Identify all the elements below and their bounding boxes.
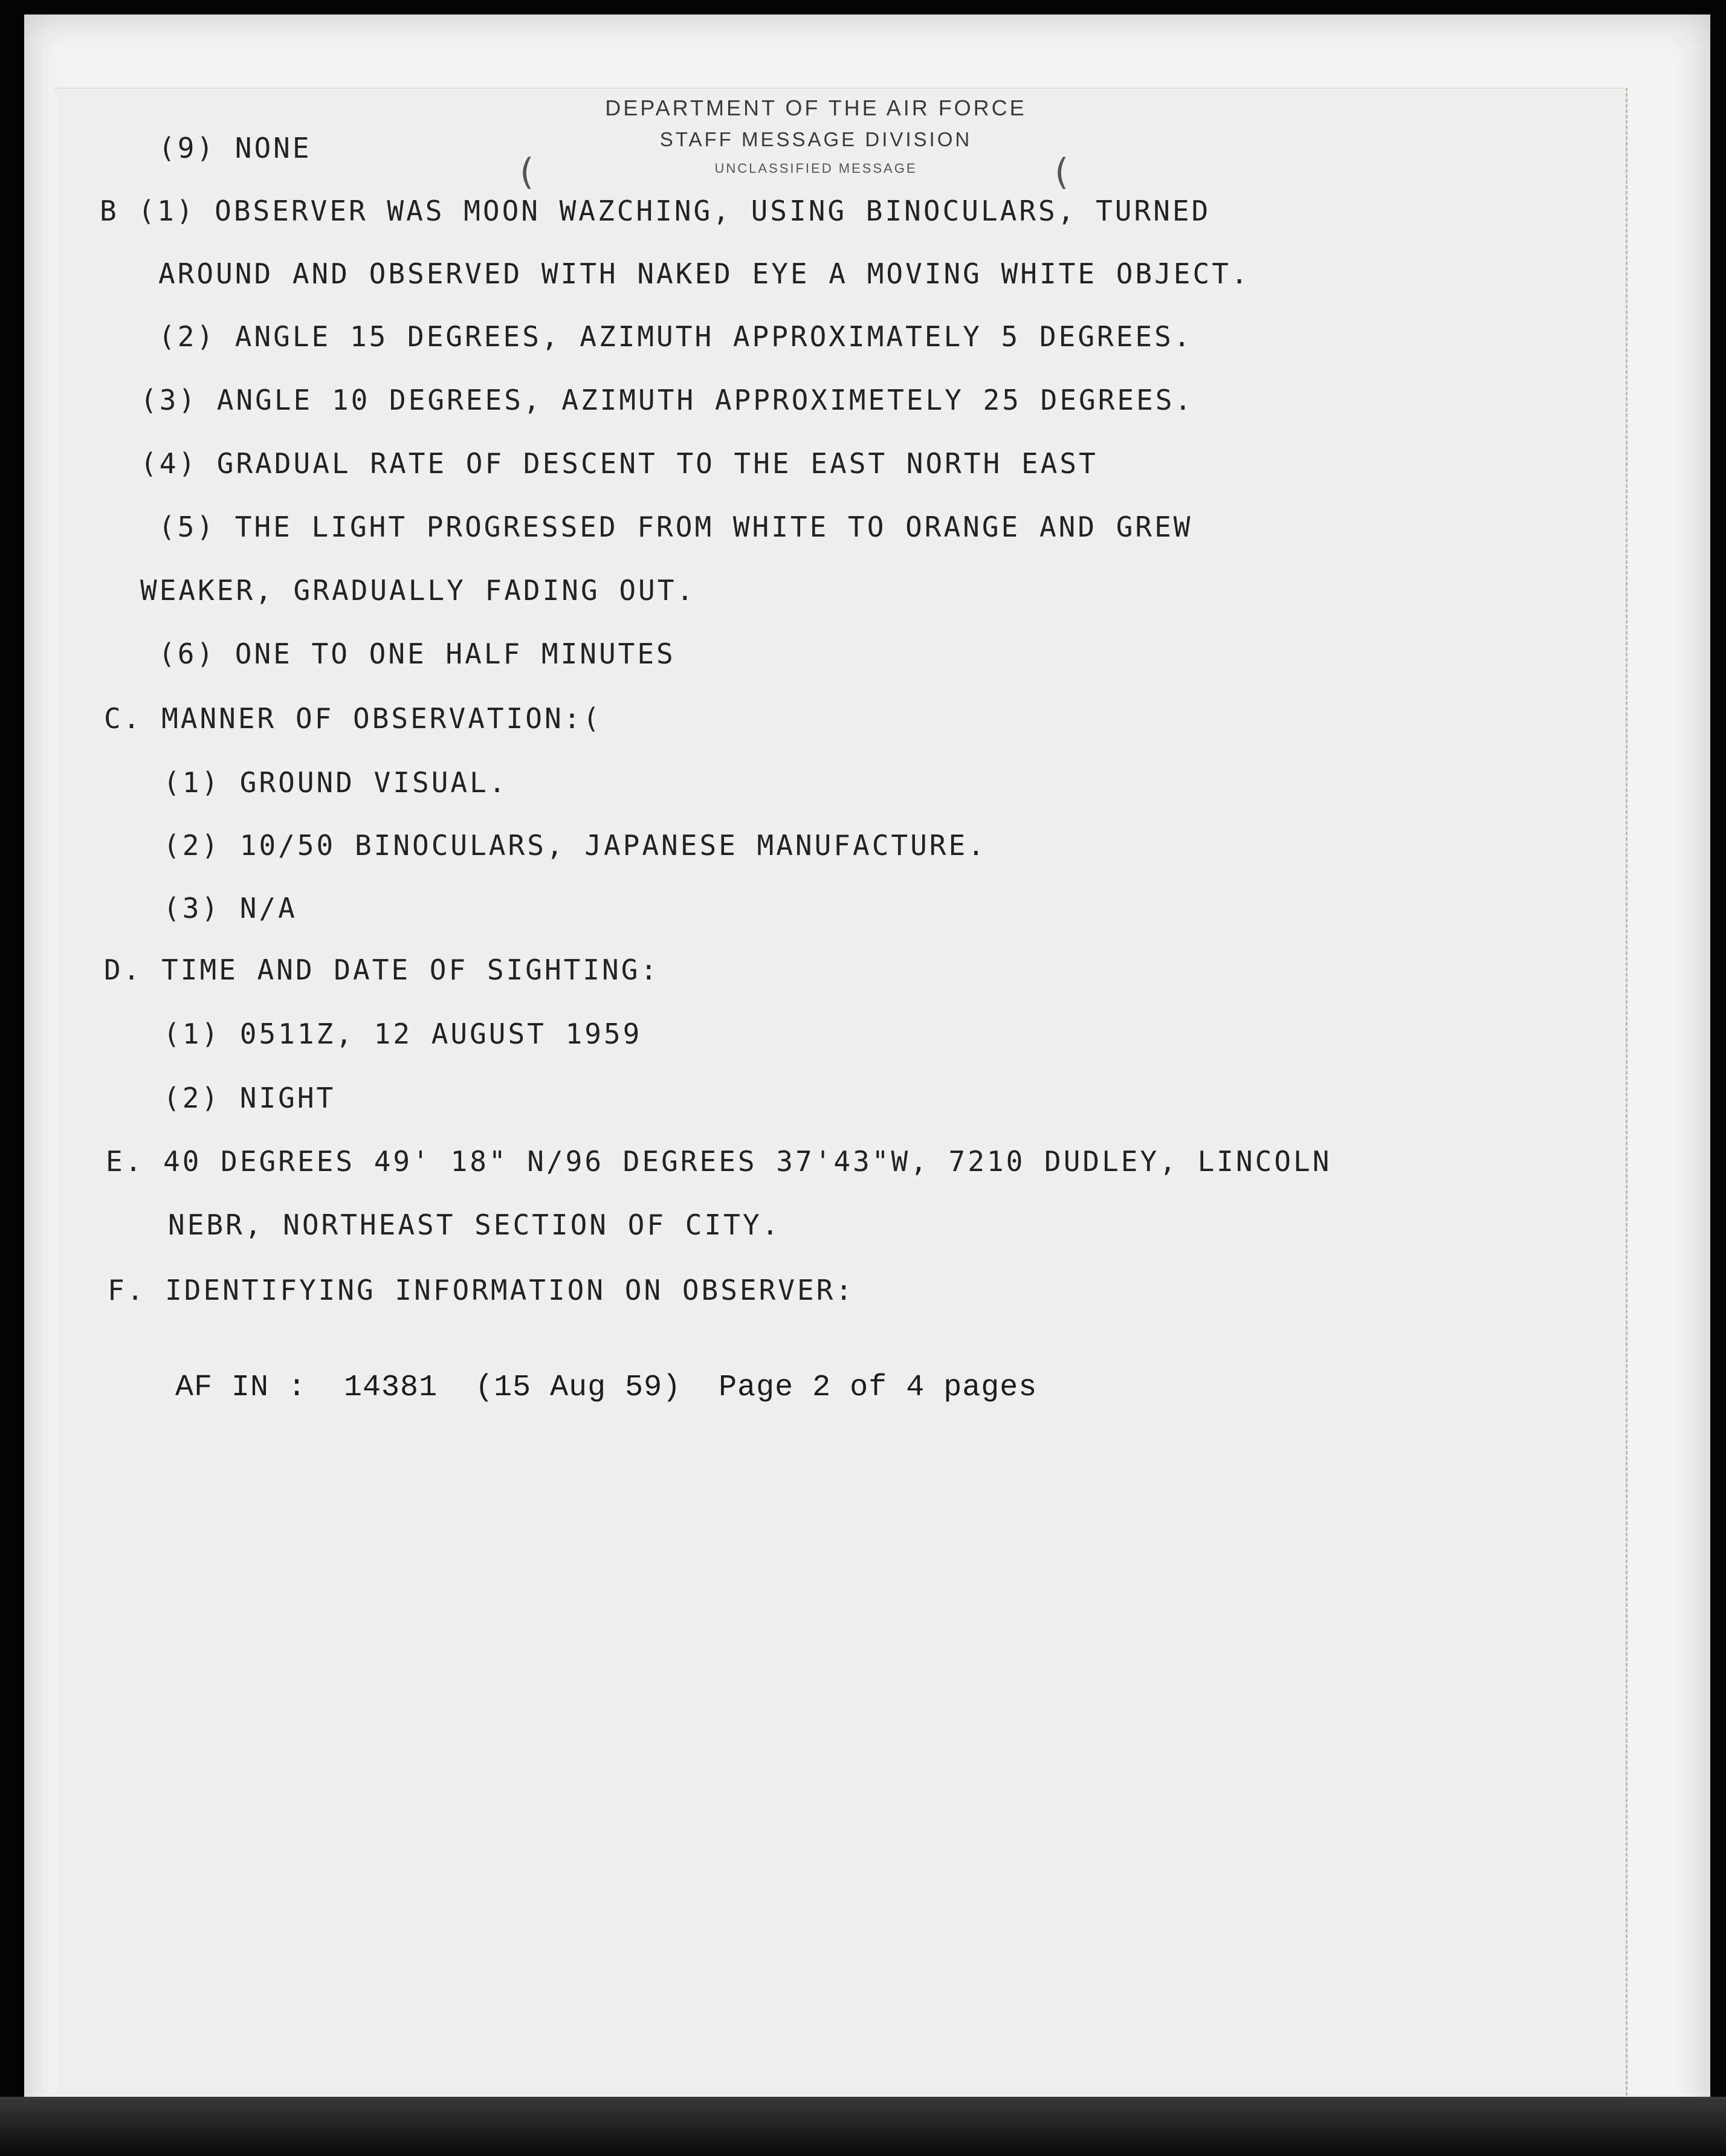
line-item-b3: (3) ANGLE 10 DEGREES, AZIMUTH APPROXIMETELY 25 DEGREES. xyxy=(140,384,1194,416)
line-item-b1-cont: AROUND AND OBSERVED WITH NAKED EYE A MOVING WHITE OBJECT. xyxy=(158,257,1250,290)
line-section-f: F. IDENTIFYING INFORMATION ON OBSERVER: xyxy=(108,1274,855,1306)
header-department: DEPARTMENT OF THE AIR FORCE xyxy=(605,95,1027,120)
line-item-b4: (4) GRADUAL RATE OF DESCENT TO THE EAST NORTH EAST xyxy=(140,447,1098,480)
line-item-b1: B (1) OBSERVER WAS MOON WAZCHING, USING BINOCULARS, TURNED xyxy=(100,195,1211,227)
bottom-shadow xyxy=(0,2097,1726,2156)
bracket-mark-right: ( xyxy=(1055,151,1069,193)
line-item-c2: (2) 10/50 BINOCULARS, JAPANESE MANUFACTURE. xyxy=(163,829,987,862)
header-division: STAFF MESSAGE DIVISION xyxy=(659,128,972,150)
line-item-d1: (1) 0511Z, 12 AUGUST 1959 xyxy=(163,1018,642,1050)
line-item-a9: (9) NONE xyxy=(158,132,312,164)
bracket-mark-left: ( xyxy=(520,151,534,193)
line-section-c: C. MANNER OF OBSERVATION:( xyxy=(104,702,603,735)
line-section-e-cont: NEBR, NORTHEAST SECTION OF CITY. xyxy=(168,1209,781,1241)
line-item-b6: (6) ONE TO ONE HALF MINUTES xyxy=(158,637,676,670)
line-item-c3: (3) N/A xyxy=(163,892,297,925)
line-item-b5-cont: WEAKER, GRADUALLY FADING OUT. xyxy=(140,574,696,607)
header-classification: UNCLASSIFIED MESSAGE xyxy=(714,161,917,176)
line-section-d: D. TIME AND DATE OF SIGHTING: xyxy=(104,954,660,986)
line-section-e: E. 40 DEGREES 49' 18" N/96 DEGREES 37'43"W, 7210 DUDLEY, LINCOLN xyxy=(106,1145,1332,1178)
line-item-c1: (1) GROUND VISUAL. xyxy=(163,766,508,799)
line-item-b2: (2) ANGLE 15 DEGREES, AZIMUTH APPROXIMATELY 5 DEGREES. xyxy=(158,320,1193,353)
line-item-b5: (5) THE LIGHT PROGRESSED FROM WHITE TO ORANGE AND GREW xyxy=(158,511,1193,543)
line-item-d2: (2) NIGHT xyxy=(163,1082,336,1114)
footer-reference: AF IN : 14381 (15 Aug 59) Page 2 of 4 pages xyxy=(175,1370,1038,1405)
